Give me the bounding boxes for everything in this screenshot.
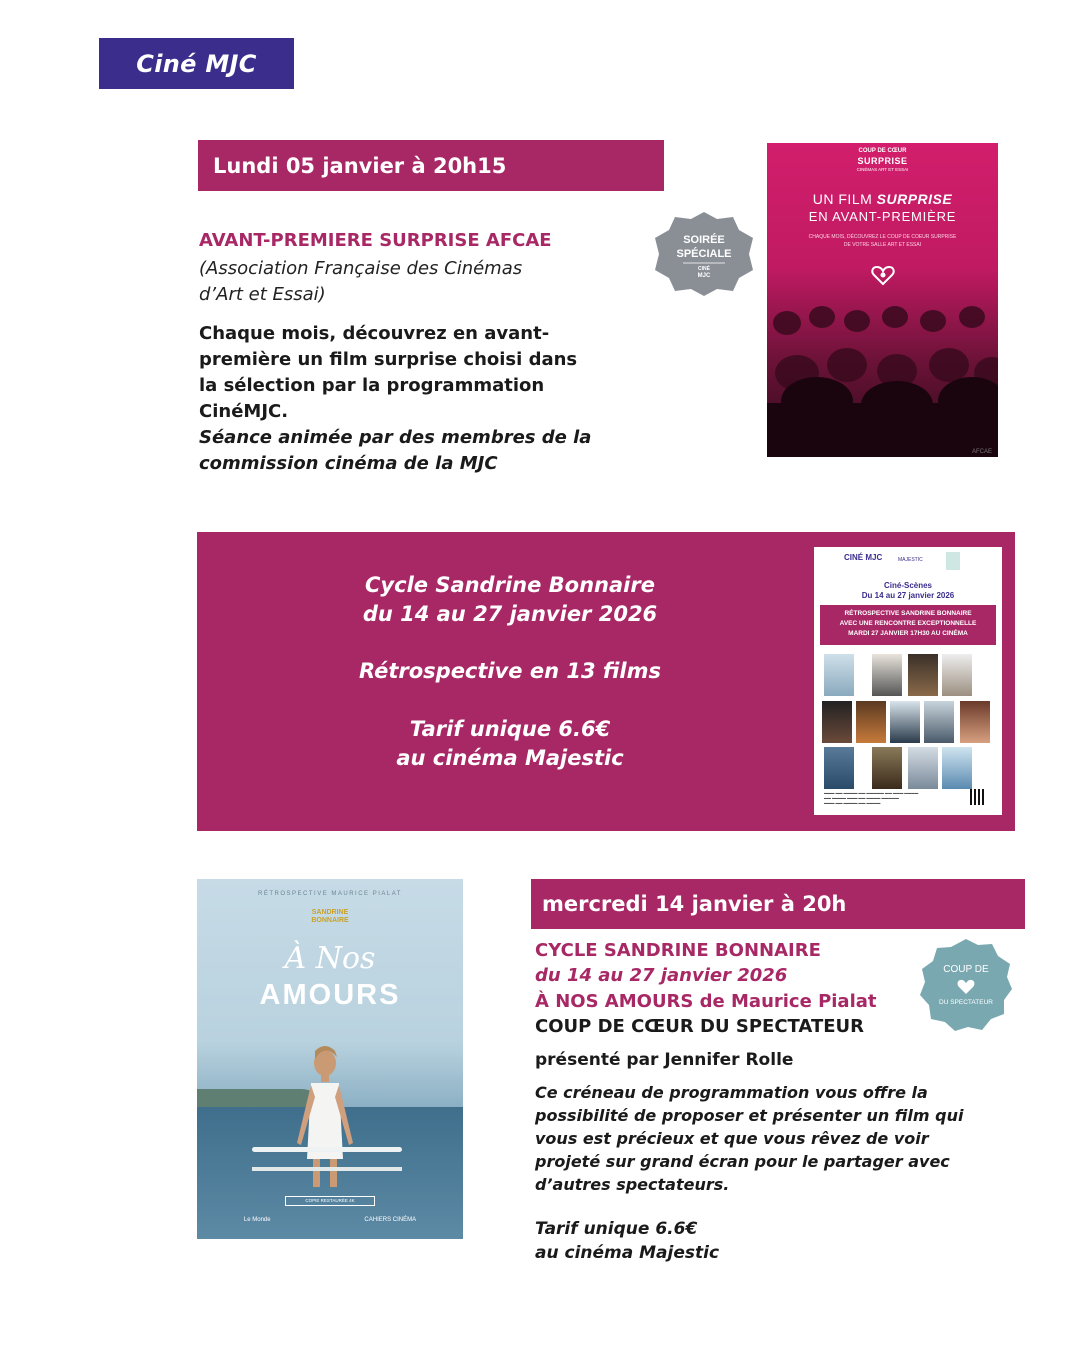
poster-footer: AFCAE — [971, 449, 992, 455]
poster-band — [820, 605, 996, 645]
poster-actor — [197, 909, 463, 925]
majestic-logo: MAJESTIC — [898, 557, 923, 563]
film-thumbnail — [960, 701, 990, 743]
event1-desc-line: CinéMJC. — [199, 401, 289, 422]
badge-logo1: CINÉ — [698, 266, 710, 272]
poster-sponsor-logos — [197, 1217, 463, 1223]
cycle-line: Cycle Sandrine Bonnaire — [365, 573, 655, 597]
poster-dates: Du 14 au 27 janvier 2026 — [861, 591, 955, 600]
poster-retro-label: RÉTROSPECTIVE MAURICE PIALAT — [258, 891, 402, 897]
poster-rail — [252, 1167, 402, 1171]
poster-band-line: MARDI 27 JANVIER 17H30 AU CINÉMA — [848, 630, 968, 637]
film-thumbnail — [908, 654, 938, 696]
film-thumbnail — [942, 654, 972, 696]
event2-desc-line: possibilité de proposer et présenter un film qui — [535, 1106, 964, 1125]
badge-logo2: MJC — [697, 273, 711, 279]
film-thumbnail — [872, 654, 902, 696]
event2-price-line: au cinéma Majestic — [535, 1243, 720, 1263]
cine-mjc-logo: CINÉ MJC — [844, 553, 883, 562]
event1-date-bar — [198, 140, 664, 191]
cycle-line: du 14 au 27 janvier 2026 — [362, 602, 658, 626]
poster-label: COUP DE CŒUR — [858, 148, 907, 154]
le-monde-logo: Le Monde — [243, 1217, 271, 1223]
film-thumbnail — [942, 747, 972, 789]
partner-logo — [946, 552, 960, 570]
film-thumbnail — [822, 701, 852, 743]
afcae-poster — [767, 143, 998, 457]
poster-small-line: CHAQUE MOIS, DÉCOUVREZ LE COUP DE COEUR SURPRISE — [808, 234, 957, 240]
film-thumbnail — [824, 747, 854, 789]
coup-de-coeur-badge — [920, 939, 1012, 1031]
film-thumbnail — [924, 701, 954, 743]
heart-icon — [871, 263, 895, 287]
film-thumbnail — [908, 747, 938, 789]
cahiers-logo: CAHIERS CINÉMA — [364, 1217, 417, 1223]
event1-desc-line: Séance animée par des membres de la — [199, 427, 592, 448]
event2-film-title: À NOS AMOURS de Maurice Pialat — [535, 991, 877, 1012]
poster-script-title: À Nos — [284, 941, 376, 976]
event1-description — [199, 321, 651, 477]
cinema-seats-image — [767, 293, 998, 457]
event1-desc-line: la sélection par la programmation — [199, 375, 545, 396]
section-tag — [99, 38, 294, 89]
cycle-retro — [290, 657, 730, 686]
film-thumbnail — [872, 747, 902, 789]
badge-coeur-line2: DU SPECTATEUR — [939, 999, 993, 1006]
event2-price — [535, 1217, 719, 1265]
poster-label: CINÉMAS ART ET ESSAI — [856, 167, 909, 172]
cine-scenes-poster — [814, 547, 1002, 815]
poster-small-text — [767, 233, 998, 249]
event2-date: mercredi 14 janvier à 20h — [542, 892, 847, 916]
event1-desc-line: commission cinéma de la MJC — [199, 453, 498, 474]
event1-desc-line: Chaque mois, découvrez en avant- — [199, 323, 550, 344]
poster-actor-line: SANDRINE — [311, 909, 349, 916]
event2-date-bar — [531, 879, 1025, 929]
badge-coeur-line1: COUP DE — [943, 964, 989, 975]
poster-headline-a: UN FILM — [812, 191, 877, 207]
poster-small-line: DE VOTRE SALLE ART ET ESSAI — [843, 242, 922, 248]
event2-cycle-title: CYCLE SANDRINE BONNAIRE — [535, 940, 821, 961]
poster-title: Ciné-Scènes — [883, 581, 933, 590]
poster-rail — [252, 1147, 402, 1152]
event2-desc-line: projeté sur grand écran pour le partager avec — [535, 1152, 950, 1171]
section-tag-label: Ciné MJC — [136, 49, 257, 78]
event2-desc-line: Ce créneau de programmation vous offre la — [535, 1083, 928, 1102]
event2-price-line: Tarif unique 6.6€ — [535, 1219, 698, 1239]
event1-desc-line: première un film surprise choisi dans — [199, 349, 578, 370]
poster-fineprint: ▬▬▬ ▬▬ ▬▬▬▬ ▬▬ ▬▬▬▬▬ ▬▬ ▬▬▬ ▬▬▬▬ ▬▬ ▬▬▬▬ ▬▬▬ ▬▬ ▬▬▬▬ ▬▬▬▬▬ ▬▬▬ ▬▬ ▬▬▬▬ ▬▬ ▬▬▬▬ — [824, 791, 919, 805]
poster-label: SURPRISE — [857, 156, 908, 166]
event2-presenter: présenté par Jennifer Rolle — [535, 1050, 794, 1070]
poster-headline-b: SURPRISE — [876, 191, 953, 207]
cycle-heading — [290, 571, 730, 629]
cycle-line: Tarif unique 6.6€ — [409, 717, 611, 741]
qr-code-icon — [970, 789, 986, 805]
cycle-line: Rétrospective en 13 films — [358, 659, 662, 683]
event1-title: AVANT-PREMIERE SURPRISE AFCAE — [199, 230, 552, 251]
film-thumbnail — [890, 701, 920, 743]
event2-coup-de-coeur: COUP DE CŒUR DU SPECTATEUR — [535, 1016, 865, 1037]
soiree-speciale-badge — [653, 212, 755, 296]
film-thumbnail — [824, 654, 854, 696]
event2-description — [535, 1081, 1005, 1196]
poster-band-line: RÉTROSPECTIVE SANDRINE BONNAIRE — [844, 610, 972, 617]
event1-subtitle-line: (Association Française des Cinémas — [199, 258, 523, 279]
poster-actor-line: BONNAIRE — [311, 917, 349, 924]
event1-subtitle — [199, 256, 639, 308]
event1-date: Lundi 05 janvier à 20h15 — [213, 153, 507, 178]
event2-cycle-dates: du 14 au 27 janvier 2026 — [535, 965, 788, 986]
film-thumbnail — [856, 701, 886, 743]
cycle-line: au cinéma Majestic — [396, 746, 624, 770]
cycle-price — [290, 715, 730, 773]
a-nos-amours-poster — [197, 879, 463, 1239]
poster-restore-label: COPIE RESTAURÉE 4K — [285, 1196, 375, 1206]
poster-band-line: AVEC UNE RENCONTRE EXCEPTIONNELLE — [839, 620, 977, 627]
event1-subtitle-line: d’Art et Essai) — [199, 284, 326, 305]
poster-headline-2: EN AVANT-PREMIÈRE — [808, 209, 957, 224]
event2-desc-line: vous est précieux et que vous rêvez de voir — [535, 1129, 929, 1148]
poster-headline — [767, 191, 998, 207]
poster-title: AMOURS — [259, 979, 401, 1011]
badge-line2: SPÉCIALE — [676, 248, 732, 260]
event2-desc-line: d’autres spectateurs. — [535, 1175, 730, 1194]
badge-line1: SOIRÉE — [683, 234, 725, 246]
